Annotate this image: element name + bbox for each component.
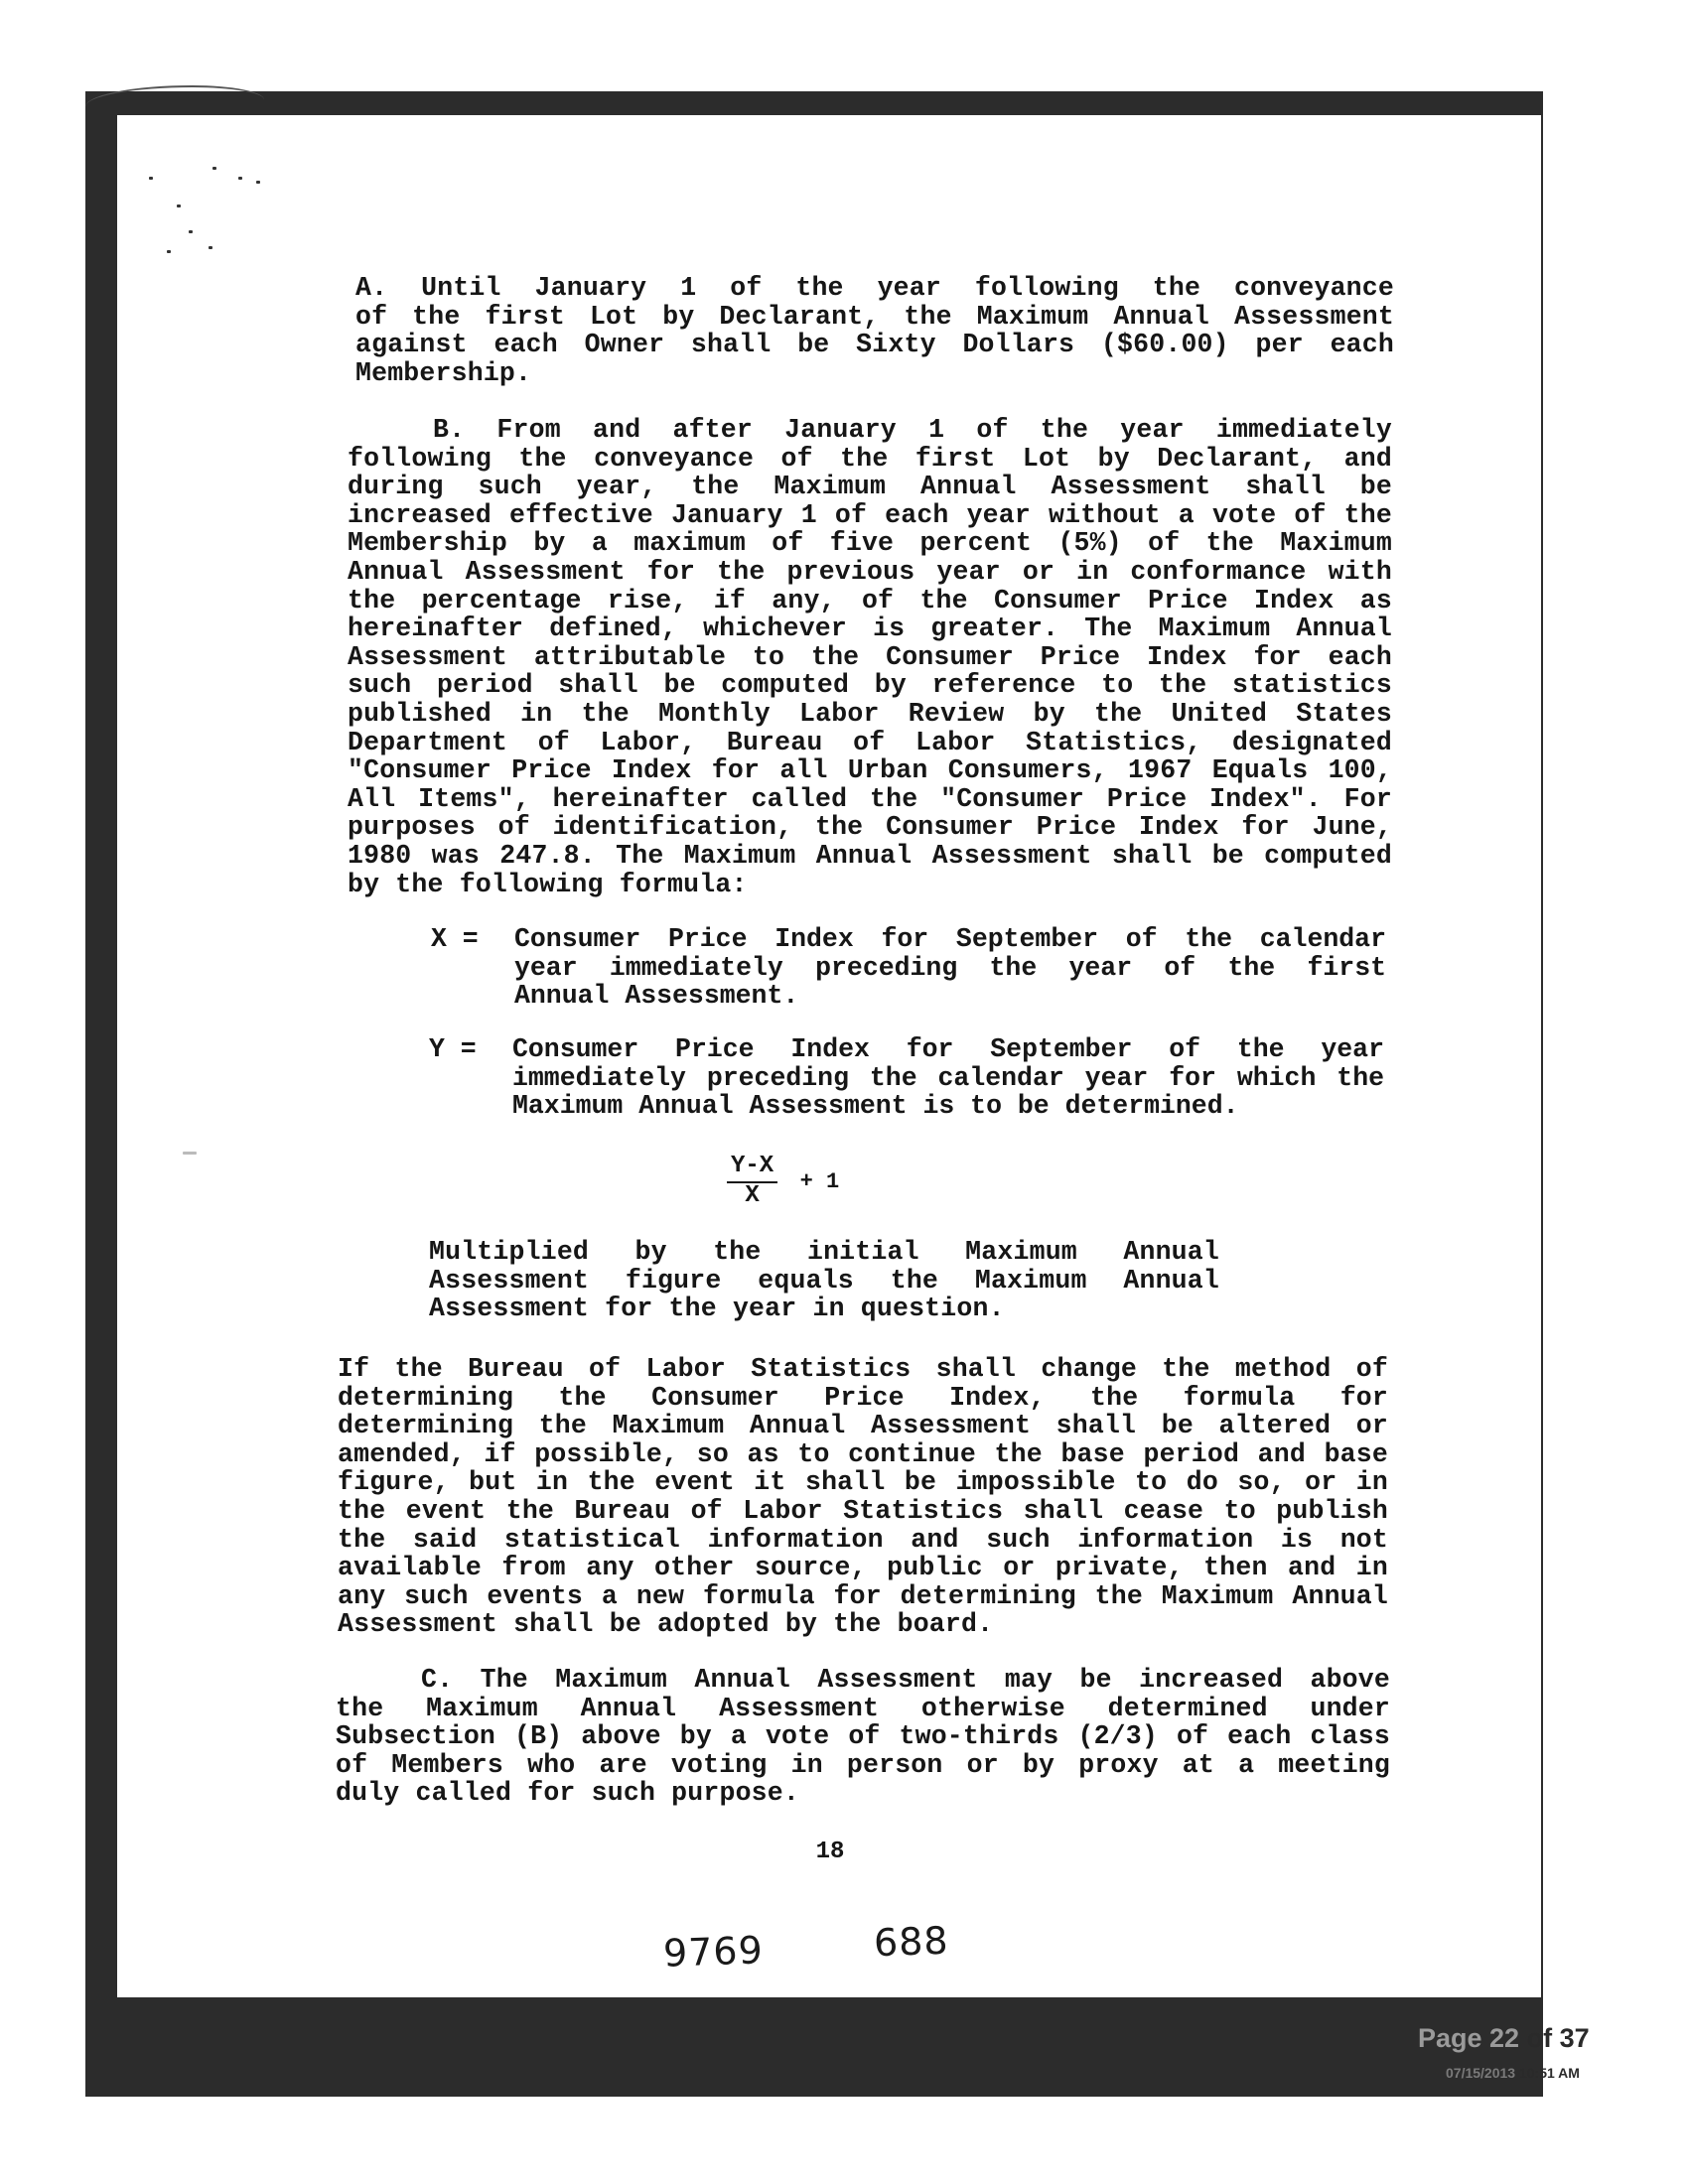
text-line: duly called for such purpose. — [336, 1778, 799, 1809]
text-line: Department of Labor, Bureau of Labor Statistics, designated — [348, 727, 1392, 757]
scan-speck — [167, 250, 171, 253]
text-line: Maximum Annual Assessment is to be determined. — [512, 1091, 1239, 1122]
paragraph-c — [336, 1666, 1390, 1808]
formula-addend: + 1 — [799, 1168, 840, 1194]
variable-label: X = — [431, 924, 479, 954]
text-line: the said statistical information and such information is not — [338, 1524, 1388, 1555]
viewer-page-total: of 37 — [1526, 2023, 1590, 2053]
definition-text — [512, 1035, 1384, 1121]
text-line: the Maximum Annual Assessment otherwise determined under — [336, 1693, 1390, 1723]
text-line: during such year, the Maximum Annual Assessment shall be — [348, 472, 1392, 502]
text-line: immediately preceding the calendar year for which the — [512, 1062, 1384, 1093]
paragraph-b — [348, 416, 1392, 898]
scan-speck — [238, 177, 242, 180]
formula-numerator: Y-X — [727, 1154, 777, 1183]
text-line: If the Bureau of Labor Statistics shall change the method of — [338, 1354, 1388, 1384]
text-line: Annual Assessment. — [514, 981, 799, 1012]
paragraph-a — [355, 274, 1394, 387]
text-line: by the following formula: — [348, 869, 748, 899]
recording-page-stamp: 688 — [873, 1918, 950, 1966]
text-line: of Members who are voting in person or by proxy at a meeting — [336, 1749, 1390, 1780]
scan-speck — [177, 205, 181, 207]
text-line: against each Owner shall be Sixty Dollars ($60.00) per each — [355, 330, 1394, 360]
text-line: Membership. — [355, 357, 532, 388]
viewer-time: 10:51 AM — [1518, 2065, 1580, 2081]
scan-speck — [212, 167, 216, 170]
text-line: purposes of identification, the Consumer Price Index for June, — [348, 812, 1392, 843]
multiplied-paragraph — [429, 1238, 1219, 1323]
text-line: the percentage rise, if any, of the Consumer Price Index as — [348, 585, 1392, 615]
text-line: Assessment figure equals the Maximum Annual — [429, 1265, 1219, 1296]
definition-text — [514, 925, 1386, 1011]
definition-x — [431, 925, 1386, 1015]
viewer-page-indicator — [1418, 2023, 1590, 2054]
text-line: available from any other source, public or private, then and in — [338, 1553, 1388, 1583]
text-line: figure, but in the event it shall be impossible to do so, or in — [338, 1467, 1388, 1498]
text-line: Annual Assessment for the previous year or in conformance with — [348, 556, 1392, 587]
viewer-timestamp — [1446, 2065, 1580, 2081]
text-line: determining the Maximum Annual Assessment shall be altered or — [338, 1411, 1388, 1441]
text-line: "Consumer Price Index for all Urban Consumers, 1967 Equals 100, — [348, 755, 1392, 786]
bureau-paragraph — [338, 1355, 1388, 1639]
text-line: amended, if possible, so as to continue the base period and base — [338, 1438, 1388, 1469]
viewer-page-current: Page 22 — [1418, 2023, 1520, 2053]
text-line: increased effective January 1 of each year without a vote of the — [348, 499, 1392, 530]
text-line: hereinafter defined, whichever is greater. The Maximum Annual — [348, 614, 1392, 644]
viewer-date: 07/15/2013 — [1446, 2065, 1516, 2081]
text-line: of the first Lot by Declarant, the Maximum Annual Assessment — [355, 301, 1394, 332]
scan-speck — [256, 181, 260, 184]
text-line: Membership by a maximum of five percent (5%) of the Maximum — [348, 528, 1392, 559]
fraction — [727, 1154, 777, 1209]
text-line: Multiplied by the initial Maximum Annual — [429, 1237, 1219, 1267]
scan-speck — [149, 177, 153, 180]
text-line: Assessment shall be adopted by the board. — [338, 1609, 994, 1640]
text-line: A. Until January 1 of the year following the conveyance — [355, 273, 1394, 303]
text-line: Consumer Price Index for September of the year — [512, 1034, 1384, 1064]
text-line: Subsection (B) above by a vote of two-thirds (2/3) of each class — [336, 1721, 1390, 1752]
text-line: published in the Monthly Labor Review by the United States — [348, 698, 1392, 729]
scan-speck — [183, 1152, 197, 1155]
text-line: Consumer Price Index for September of the calendar — [514, 924, 1386, 954]
text-line: Assessment for the year in question. — [429, 1294, 1005, 1324]
text-line: C. The Maximum Annual Assessment may be increased above — [421, 1665, 1390, 1695]
formula — [727, 1154, 839, 1209]
text-line: the event the Bureau of Labor Statistics shall cease to publish — [338, 1495, 1388, 1526]
formula-denominator: X — [745, 1182, 760, 1209]
recording-book-stamp: 9769 — [662, 1928, 765, 1976]
text-line: 1980 was 247.8. The Maximum Annual Assessment shall be computed — [348, 840, 1392, 871]
text-line: determining the Consumer Price Index, the formula for — [338, 1382, 1388, 1413]
page-number: 18 — [815, 1839, 845, 1865]
text-line: following the conveyance of the first Lot by Declarant, and — [348, 443, 1392, 474]
scan-speck — [209, 246, 212, 249]
definition-y — [429, 1035, 1384, 1125]
text-line: Assessment attributable to the Consumer Price Index for each — [348, 641, 1392, 672]
text-line: such period shall be computed by reference to the statistics — [348, 670, 1392, 701]
variable-label: Y = — [429, 1034, 477, 1064]
text-line: All Items", hereinafter called the "Consumer Price Index". For — [348, 783, 1392, 814]
text-line: B. From and after January 1 of the year immediately — [433, 415, 1392, 445]
text-line: year immediately preceding the year of the first — [514, 952, 1386, 983]
scan-speck — [189, 230, 193, 233]
text-line: any such events a new formula for determining the Maximum Annual — [338, 1580, 1388, 1611]
